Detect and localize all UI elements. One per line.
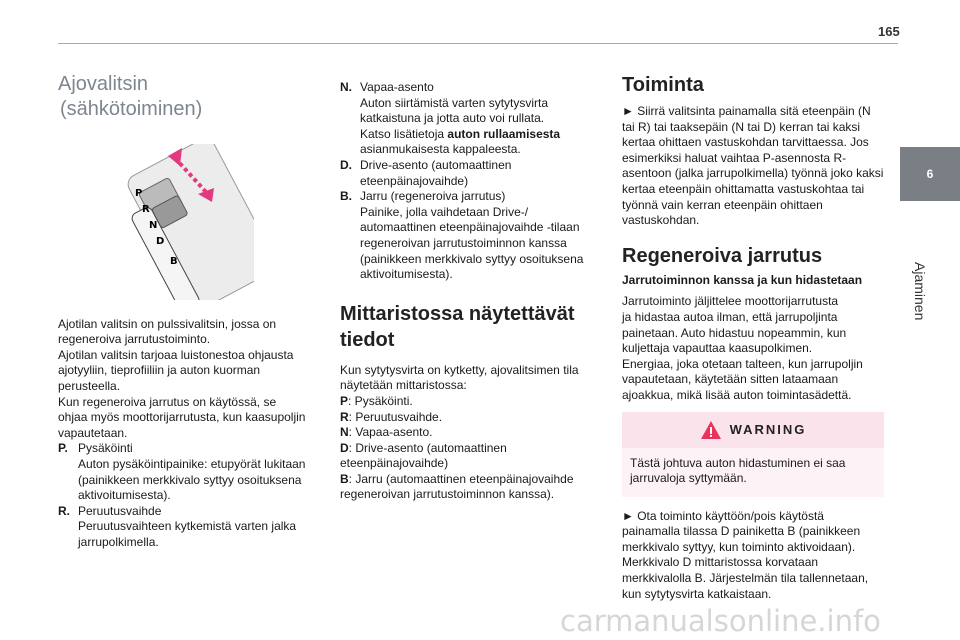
- heading-line: tiedot: [340, 328, 395, 351]
- para-line: näytetään mittaristossa:: [340, 378, 467, 393]
- final-text: ► Ota toiminto käyttöön/pois käytöstä painamalla tilassa D painiketta B (painikkeen merkkivalo syttyy, kun toiminto aktivoidaan). Merkkivalo D mittaristossa korvataan merkkivalolla B. Järjestelmän tila tallennetaan, kun sytytysvirta katkaistaan.: [622, 508, 869, 601]
- status-key: D: [340, 440, 349, 455]
- def-line: jarrupolkimella.: [78, 534, 159, 549]
- status-p: [340, 394, 590, 410]
- def-line: Peruutusvaihde: [78, 503, 162, 518]
- definition-key: D.: [340, 157, 352, 172]
- section-title-line1: Ajovalitsin: [58, 73, 149, 95]
- intro-line: Ajotilan valitsin tarjoaa luistonestoa ohjausta: [58, 347, 294, 362]
- instrument-text: [340, 363, 590, 503]
- def-line: Auton siirtämistä varten sytytysvirta: [360, 95, 549, 110]
- definition-d: [340, 158, 590, 189]
- heading-line: Mittaristossa näytettävät: [340, 302, 575, 325]
- label-b: B: [170, 256, 178, 267]
- def-line: Painike, jolla vaihdetaan Drive-/: [360, 204, 529, 219]
- toiminta-heading: Toiminta: [622, 74, 704, 96]
- instrument-heading: [340, 301, 590, 353]
- warning-triangle-icon: [700, 420, 722, 440]
- label-d: D: [156, 236, 165, 247]
- def-line: aktivoitumisesta).: [78, 488, 171, 503]
- watermark: carmanualsonline.info: [560, 604, 881, 638]
- def-line: Vapaa-asento: [360, 80, 434, 94]
- intro-line: ajotyyliin, tieprofiiliin ja auton kuorman: [58, 363, 261, 378]
- def-line: Auton pysäköintipainike: etupyörät lukitaan: [78, 456, 306, 471]
- regen-line: Jarrutoiminto jäljittelee moottorijarrutusta: [622, 294, 839, 309]
- regen-line: Energiaa, joka otetaan talteen, kun jarrupoljin: [622, 356, 863, 371]
- status-value: : Jarru (automaattinen eteenpäinajovaihde: [348, 471, 574, 486]
- status-value: : Pysäköinti.: [348, 393, 413, 408]
- def-line: Drive-asento (automaattinen: [360, 157, 512, 172]
- def-line: Katso lisätietoja: [360, 126, 448, 141]
- definition-value: [78, 441, 310, 503]
- def-line: katkaistuna ja jotta auto voi rullata.: [360, 111, 545, 126]
- gear-selector-illustration: [120, 144, 254, 300]
- warning-box: [622, 412, 884, 497]
- status-b-cont: regeneroivan jarrutustoiminnon kanssa).: [340, 487, 555, 502]
- intro-line: perusteella.: [58, 378, 121, 393]
- def-line: Pysäköinti: [78, 441, 133, 456]
- definition-value: [78, 504, 310, 551]
- para-line: Kun sytytysvirta on kytketty, ajovalitsimen tila: [340, 362, 579, 377]
- intro-line: Ajotilan valitsin on pulssivalitsin, jossa on: [58, 316, 277, 331]
- regen-subheading: Jarrutoiminnon kanssa ja kun hidastetaan: [622, 272, 863, 287]
- page-number: 165: [878, 24, 900, 39]
- def-line: aktivoitumisesta).: [360, 267, 453, 282]
- def-line: automaattinen eteenpäinajovaihde -tilaan: [360, 220, 580, 235]
- status-value: : Peruutusvaihde.: [348, 409, 443, 424]
- status-n: [340, 425, 590, 441]
- regen-line: ajoakkua, mikä lisää auton toimintasädettä.: [622, 387, 852, 402]
- status-b: [340, 472, 590, 488]
- label-n: N: [149, 220, 158, 231]
- def-line: regeneroivan jarrutustoiminnon kanssa: [360, 235, 567, 250]
- intro-line: Kun regeneroiva jarrutus on käytössä, se: [58, 394, 277, 409]
- warning-line: Tästä johtuva auton hidastuminen ei saa: [630, 455, 846, 470]
- label-p: P: [135, 188, 143, 199]
- def-line: asianmukaisesta kappaleesta.: [360, 142, 521, 157]
- status-value: : Drive-asento (automaattinen: [348, 440, 507, 455]
- regen-line: painetaan. Auto hidastuu nopeammin, kun: [622, 325, 847, 340]
- def-line: (painikkeen merkkivalo syttyy osoituksena: [360, 251, 584, 266]
- regen-text: [622, 294, 884, 403]
- definition-b: [340, 189, 590, 283]
- warning-body: [622, 448, 884, 497]
- status-key: B: [340, 471, 349, 486]
- chapter-label: Ajaminen: [912, 262, 928, 321]
- def-line: Jarru (regeneroiva jarrutus): [360, 189, 506, 204]
- regen-line: vapautetaan, käytetään sitten lataamaan: [622, 372, 839, 387]
- status-value: : Vapaa-asento.: [348, 425, 433, 440]
- warning-line: jarruvaloja syttymään.: [630, 471, 747, 486]
- warning-title: WARNING: [729, 421, 807, 437]
- regen-heading: Regeneroiva jarrutus: [622, 244, 823, 267]
- intro-text: [58, 317, 310, 442]
- def-emphasis: auton rullaamisesta: [447, 126, 561, 141]
- status-d-cont: eteenpäinajovaihde): [340, 456, 449, 471]
- definition-key: R.: [58, 503, 70, 518]
- column-middle: [340, 80, 590, 503]
- header-rule: [58, 43, 898, 44]
- intro-line: ohjaa myös moottorijarrutusta, kun kaasupoljin: [58, 410, 306, 425]
- definition-key: N.: [340, 80, 352, 94]
- def-line: Peruutusvaihteen kytkemistä varten jalka: [78, 519, 297, 534]
- def-line: eteenpäinajovaihde): [360, 173, 469, 188]
- column-left: [58, 72, 310, 551]
- def-line: (painikkeen merkkivalo syttyy osoituksena: [78, 472, 302, 487]
- section-title-line2: (sähkötoiminen): [60, 98, 203, 120]
- definition-value: [360, 158, 590, 189]
- status-key: N: [340, 425, 349, 440]
- definition-key: B.: [340, 189, 352, 204]
- chapter-tab[interactable]: 6: [900, 147, 960, 201]
- definition-n: [340, 80, 590, 158]
- status-r: [340, 410, 590, 426]
- section-title: [58, 72, 310, 122]
- status-key: R: [340, 409, 349, 424]
- status-d: [340, 441, 590, 457]
- definition-value: [360, 80, 590, 158]
- toiminta-text: ► Siirrä valitsinta painamalla sitä eteenpäin (N tai R) tai taaksepäin (N tai D) kerran tai kaksi kertaa ohittaen vastuskohdan tarvittaessa. Jos esimerkiksi haluat vaihtaa P-asennosta R-asentoon (jalka jarrupolkimella) työnnä joko kaksi kertaa eteenpäin ohittamatta vastuskohtaa tai työnnä vain kerran eteenpäin ohittaen vastuskohdan.: [622, 104, 884, 228]
- definition-r: [58, 504, 310, 551]
- column-right: [622, 72, 884, 602]
- warning-header: [622, 412, 884, 448]
- regen-line: kuljettaja vapauttaa kaasupolkimen.: [622, 341, 813, 356]
- definition-key: P.: [58, 441, 68, 456]
- intro-line: regeneroiva jarrutustoiminto.: [58, 332, 211, 347]
- status-key: P: [340, 393, 349, 408]
- intro-line: vapautetaan.: [58, 425, 128, 440]
- definition-p: [58, 441, 310, 503]
- regen-line: ja hidastaa autoa ilman, että jarrupoljinta: [622, 309, 838, 324]
- label-r: R: [142, 204, 150, 215]
- definition-value: [360, 189, 590, 283]
